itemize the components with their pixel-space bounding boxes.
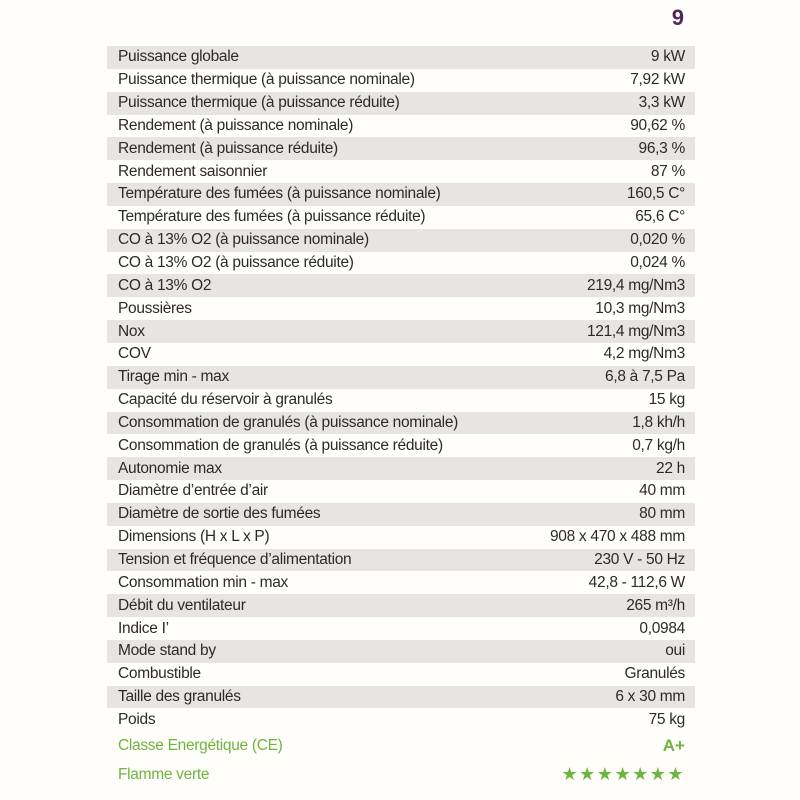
spec-value: 22 h: [656, 459, 685, 477]
spec-label: Tirage min - max: [118, 368, 229, 386]
spec-label: Puissance thermique (à puissance nominale): [118, 71, 415, 89]
spec-label: CO à 13% O2: [118, 276, 212, 294]
table-row: [107, 252, 695, 275]
spec-value: 90,62 %: [630, 116, 685, 134]
spec-value: 0,020 %: [630, 231, 685, 249]
table-footer: [107, 734, 695, 786]
spec-label: Rendement saisonnier: [118, 162, 268, 180]
table-row: [107, 92, 695, 115]
spec-label: Indice I’: [118, 619, 169, 637]
flamme-verte-row: [107, 763, 695, 786]
spec-label: Température des fumées (à puissance nominale): [118, 185, 441, 203]
spec-value: 80 mm: [639, 505, 685, 523]
spec-value: 96,3 %: [638, 139, 685, 157]
table-row: [107, 229, 695, 252]
spec-label: CO à 13% O2 (à puissance réduite): [118, 254, 354, 272]
table-row: [107, 389, 695, 412]
spec-label: Consommation min - max: [118, 573, 288, 591]
table-row: [107, 137, 695, 160]
table-row: [107, 503, 695, 526]
spec-value: 265 m³/h: [626, 596, 685, 614]
table-row: [107, 297, 695, 320]
table-row: [107, 617, 695, 640]
spec-label: Mode stand by: [118, 642, 216, 660]
spec-value: 9 kW: [650, 48, 685, 66]
spec-value: 219,4 mg/Nm3: [586, 276, 685, 294]
table-row: [107, 69, 695, 92]
table-row: [107, 274, 695, 297]
spec-label: Autonomie max: [118, 459, 222, 477]
spec-value: 65,6 C°: [635, 208, 685, 226]
spec-label: Nox: [118, 322, 145, 340]
table-row: [107, 183, 695, 206]
spec-value: 7,92 kW: [630, 71, 685, 89]
table-row: [107, 115, 695, 138]
table-row: [107, 686, 695, 709]
spec-label: COV: [118, 345, 151, 363]
spec-value: 15 kg: [648, 391, 685, 409]
table-row: [107, 412, 695, 435]
spec-label: Diamètre de sortie des fumées: [118, 505, 321, 523]
spec-value: 42,8 - 112,6 W: [588, 573, 685, 591]
spec-table: [107, 46, 695, 731]
flamme-verte-label: Flamme verte: [118, 765, 210, 783]
spec-label: Consommation de granulés (à puissance nominale): [118, 413, 459, 431]
energy-class-row: [107, 734, 695, 757]
spec-value: oui: [665, 642, 685, 660]
spec-label: Diamètre d’entrée d’air: [118, 482, 268, 500]
spec-label: Dimensions (H x L x P): [118, 528, 270, 546]
spec-value: 10,3 mg/Nm3: [595, 299, 685, 317]
table-row: [107, 457, 695, 480]
table-row: [107, 434, 695, 457]
spec-value: 121,4 mg/Nm3: [586, 322, 685, 340]
spec-value: 6,8 à 7,5 Pa: [605, 368, 685, 386]
spec-value: 0,0984: [639, 619, 685, 637]
flamme-verte-stars-icon: ★★★★★★★: [561, 764, 685, 784]
spec-label: Tension et fréquence d’alimentation: [118, 550, 352, 568]
spec-value: 1,8 kh/h: [632, 413, 685, 431]
spec-label: CO à 13% O2 (à puissance nominale): [118, 231, 369, 249]
table-row: [107, 594, 695, 617]
energy-class-value: A+: [662, 735, 685, 755]
spec-label: Température des fumées (à puissance réduite): [118, 208, 426, 226]
spec-label: Combustible: [118, 665, 201, 683]
spec-label: Puissance thermique (à puissance réduite): [118, 94, 400, 112]
spec-value: Granulés: [624, 665, 685, 683]
spec-value: 230 V - 50 Hz: [594, 550, 685, 568]
table-row: [107, 480, 695, 503]
spec-value: 0,7 kg/h: [632, 436, 685, 454]
table-row: [107, 343, 695, 366]
table-row: [107, 708, 695, 731]
page-number: 9: [671, 5, 684, 30]
table-row: [107, 571, 695, 594]
table-row: [107, 526, 695, 549]
table-row: [107, 366, 695, 389]
spec-label: Rendement (à puissance nominale): [118, 116, 354, 134]
spec-value: 3,3 kW: [638, 94, 685, 112]
spec-value: 4,2 mg/Nm3: [603, 345, 685, 363]
spec-value: 6 x 30 mm: [615, 688, 685, 706]
table-row: [107, 640, 695, 663]
table-row: [107, 549, 695, 572]
spec-value: 75 kg: [648, 710, 685, 728]
spec-label: Capacité du réservoir à granulés: [118, 391, 333, 409]
spec-label: Débit du ventilateur: [118, 596, 246, 614]
table-row: [107, 46, 695, 69]
table-row: [107, 320, 695, 343]
spec-label: Rendement (à puissance réduite): [118, 139, 338, 157]
spec-value: 160,5 C°: [626, 185, 685, 203]
table-row: [107, 663, 695, 686]
table-row: [107, 160, 695, 183]
spec-label: Puissance globale: [118, 48, 239, 66]
spec-label: Taille des granulés: [118, 688, 241, 706]
spec-value: 40 mm: [639, 482, 685, 500]
spec-label: Poids: [118, 710, 156, 728]
table-row: [107, 206, 695, 229]
spec-label: Poussières: [118, 299, 192, 317]
energy-class-label: Classe Energétique (CE): [118, 736, 283, 754]
spec-value: 0,024 %: [630, 254, 685, 272]
spec-label: Consommation de granulés (à puissance réduite): [118, 436, 443, 454]
spec-value: 908 x 470 x 488 mm: [549, 528, 685, 546]
spec-value: 87 %: [650, 162, 685, 180]
